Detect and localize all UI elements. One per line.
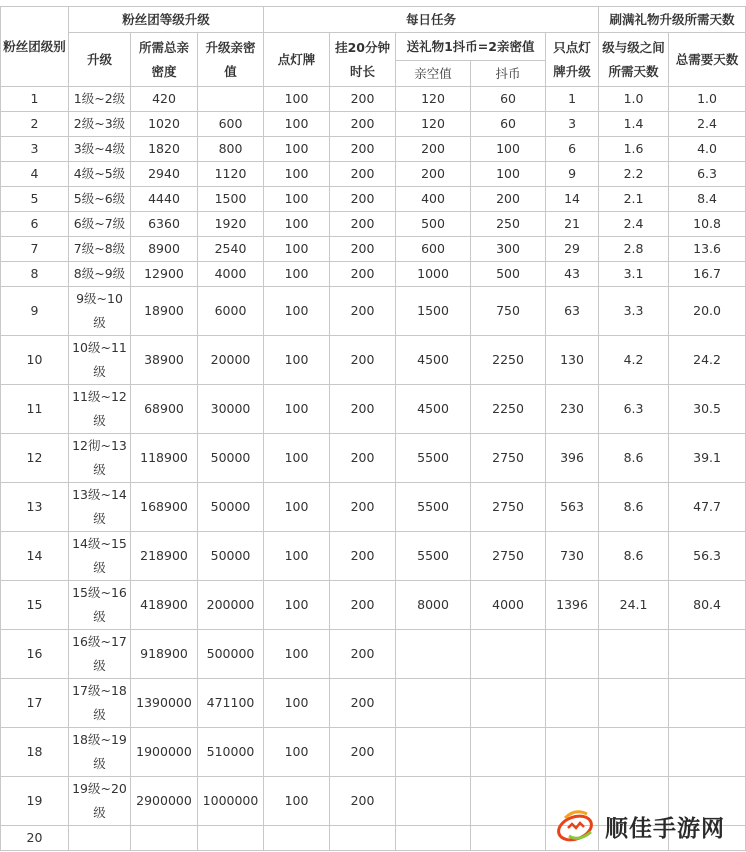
cell-total: 1390000 <box>131 679 198 728</box>
cell-gift-int: 200 <box>396 162 471 187</box>
cell-only: 1 <box>546 87 599 112</box>
cell-inc: 4000 <box>198 262 264 287</box>
cell-total-days: 20.0 <box>669 287 746 336</box>
cell-gift-coin: 2750 <box>471 483 546 532</box>
cell-level: 9 <box>1 287 69 336</box>
cell-watch: 200 <box>330 630 396 679</box>
header-between-days: 级与级之间所需天数 <box>599 33 669 87</box>
header-row-1 <box>1 7 746 33</box>
cell-level: 1 <box>1 87 69 112</box>
cell-upgrade: 13级~14级 <box>69 483 131 532</box>
cell-gift-int: 120 <box>396 112 471 137</box>
cell-gift-coin: 2750 <box>471 434 546 483</box>
cell-inc: 1120 <box>198 162 264 187</box>
cell-gift-coin: 250 <box>471 212 546 237</box>
header-watch-20: 挂20分钟时长 <box>330 33 396 87</box>
table-row <box>1 162 746 187</box>
cell-only: 43 <box>546 262 599 287</box>
cell-upgrade: 7级~8级 <box>69 237 131 262</box>
cell-upgrade: 10级~11级 <box>69 336 131 385</box>
cell-between: 1.0 <box>599 87 669 112</box>
cell-total: 218900 <box>131 532 198 581</box>
cell-light: 100 <box>264 336 330 385</box>
cell-inc: 471100 <box>198 679 264 728</box>
cell-upgrade: 12彻~13级 <box>69 434 131 483</box>
cell-total: 68900 <box>131 385 198 434</box>
cell-light: 100 <box>264 532 330 581</box>
table-row <box>1 212 746 237</box>
cell-only: 9 <box>546 162 599 187</box>
table-body <box>1 87 746 851</box>
cell-only: 230 <box>546 385 599 434</box>
cell-watch: 200 <box>330 287 396 336</box>
cell-level: 12 <box>1 434 69 483</box>
cell-inc: 510000 <box>198 728 264 777</box>
cell-total-days: 39.1 <box>669 434 746 483</box>
table-row <box>1 287 746 336</box>
cell-inc: 500000 <box>198 630 264 679</box>
cell-gift-coin: 750 <box>471 287 546 336</box>
cell-only: 1396 <box>546 581 599 630</box>
table-row <box>1 483 746 532</box>
cell-gift-int <box>396 679 471 728</box>
cell-between: 2.1 <box>599 187 669 212</box>
table-row <box>1 187 746 212</box>
cell-inc: 1500 <box>198 187 264 212</box>
cell-total-days: 8.4 <box>669 187 746 212</box>
cell-total: 918900 <box>131 630 198 679</box>
table-row <box>1 532 746 581</box>
cell-inc: 6000 <box>198 287 264 336</box>
cell-gift-coin: 100 <box>471 162 546 187</box>
cell-only <box>546 630 599 679</box>
cell-gift-coin: 500 <box>471 262 546 287</box>
table-row <box>1 630 746 679</box>
cell-total: 168900 <box>131 483 198 532</box>
cell-level: 11 <box>1 385 69 434</box>
cell-gift-int: 5500 <box>396 532 471 581</box>
cell-level: 8 <box>1 262 69 287</box>
cell-upgrade: 9级~10级 <box>69 287 131 336</box>
cell-total-days: 47.7 <box>669 483 746 532</box>
cell-level: 7 <box>1 237 69 262</box>
table-row <box>1 137 746 162</box>
cell-inc: 1920 <box>198 212 264 237</box>
cell-upgrade: 6级~7级 <box>69 212 131 237</box>
header-total-intimacy: 所需总亲密度 <box>131 33 198 87</box>
table-row <box>1 679 746 728</box>
cell-gift-int: 4500 <box>396 385 471 434</box>
cell-gift-int: 200 <box>396 137 471 162</box>
cell-gift-int <box>396 777 471 826</box>
table-row <box>1 262 746 287</box>
cell-watch: 200 <box>330 336 396 385</box>
table-row <box>1 728 746 777</box>
cell-between: 6.3 <box>599 385 669 434</box>
cell-inc: 200000 <box>198 581 264 630</box>
cell-watch: 200 <box>330 187 396 212</box>
cell-inc: 1000000 <box>198 777 264 826</box>
cell-watch: 200 <box>330 483 396 532</box>
cell-inc: 20000 <box>198 336 264 385</box>
cell-light: 100 <box>264 630 330 679</box>
cell-between <box>599 679 669 728</box>
header-gift-days: 刷满礼物升级所需天数 <box>599 7 746 33</box>
cell-gift-int: 1000 <box>396 262 471 287</box>
cell-level: 2 <box>1 112 69 137</box>
cell-only: 63 <box>546 287 599 336</box>
cell-gift-coin: 60 <box>471 112 546 137</box>
cell-between <box>599 728 669 777</box>
header-daily-tasks: 每日任务 <box>264 7 599 33</box>
cell-total-days: 10.8 <box>669 212 746 237</box>
cell-light <box>264 826 330 851</box>
cell-between: 1.4 <box>599 112 669 137</box>
table-row <box>1 87 746 112</box>
cell-light: 100 <box>264 87 330 112</box>
cell-level: 13 <box>1 483 69 532</box>
cell-inc <box>198 87 264 112</box>
header-only-light: 只点灯牌升级 <box>546 33 599 87</box>
cell-total: 1820 <box>131 137 198 162</box>
fan-level-table <box>0 6 746 851</box>
cell-gift-int <box>396 630 471 679</box>
shunjia-logo-icon <box>555 806 599 846</box>
cell-level: 10 <box>1 336 69 385</box>
cell-light: 100 <box>264 728 330 777</box>
cell-total: 6360 <box>131 212 198 237</box>
cell-between: 3.1 <box>599 262 669 287</box>
header-light-badge: 点灯牌 <box>264 33 330 87</box>
header-fan-level: 粉丝团级别 <box>1 7 69 87</box>
watermark-text: 顺佳手游网 <box>605 815 725 842</box>
cell-total: 118900 <box>131 434 198 483</box>
cell-watch: 200 <box>330 137 396 162</box>
cell-level: 14 <box>1 532 69 581</box>
header-row-2 <box>1 33 746 61</box>
cell-level: 16 <box>1 630 69 679</box>
cell-light: 100 <box>264 237 330 262</box>
cell-gift-coin: 100 <box>471 137 546 162</box>
cell-gift-int: 5500 <box>396 483 471 532</box>
cell-watch: 200 <box>330 87 396 112</box>
table-row <box>1 385 746 434</box>
cell-upgrade: 11级~12级 <box>69 385 131 434</box>
cell-inc: 800 <box>198 137 264 162</box>
cell-between: 3.3 <box>599 287 669 336</box>
cell-light: 100 <box>264 483 330 532</box>
cell-gift-coin: 4000 <box>471 581 546 630</box>
cell-total: 2900000 <box>131 777 198 826</box>
cell-watch: 200 <box>330 162 396 187</box>
cell-watch: 200 <box>330 385 396 434</box>
cell-total-days: 16.7 <box>669 262 746 287</box>
cell-total: 12900 <box>131 262 198 287</box>
cell-gift-coin: 2750 <box>471 532 546 581</box>
cell-only: 130 <box>546 336 599 385</box>
cell-watch <box>330 826 396 851</box>
cell-gift-int <box>396 826 471 851</box>
cell-total: 1020 <box>131 112 198 137</box>
cell-total-days: 6.3 <box>669 162 746 187</box>
cell-total-days: 30.5 <box>669 385 746 434</box>
cell-total-days: 56.3 <box>669 532 746 581</box>
cell-total: 38900 <box>131 336 198 385</box>
cell-gift-int: 400 <box>396 187 471 212</box>
cell-only: 6 <box>546 137 599 162</box>
cell-watch: 200 <box>330 777 396 826</box>
cell-only: 14 <box>546 187 599 212</box>
cell-only: 563 <box>546 483 599 532</box>
cell-upgrade: 14级~15级 <box>69 532 131 581</box>
cell-inc: 50000 <box>198 483 264 532</box>
cell-gift-int: 120 <box>396 87 471 112</box>
cell-light: 100 <box>264 385 330 434</box>
cell-total-days <box>669 728 746 777</box>
cell-total-days: 80.4 <box>669 581 746 630</box>
cell-upgrade: 15级~16级 <box>69 581 131 630</box>
table-row <box>1 581 746 630</box>
header-upgrade-intimacy: 升级亲密值 <box>198 33 264 87</box>
cell-upgrade: 5级~6级 <box>69 187 131 212</box>
cell-only: 730 <box>546 532 599 581</box>
cell-upgrade: 18级~19级 <box>69 728 131 777</box>
cell-only: 21 <box>546 212 599 237</box>
cell-total: 2940 <box>131 162 198 187</box>
cell-total-days: 4.0 <box>669 137 746 162</box>
cell-total-days: 1.0 <box>669 87 746 112</box>
cell-light: 100 <box>264 262 330 287</box>
cell-total-days: 24.2 <box>669 336 746 385</box>
cell-gift-coin <box>471 679 546 728</box>
cell-gift-coin <box>471 777 546 826</box>
cell-watch: 200 <box>330 581 396 630</box>
cell-light: 100 <box>264 187 330 212</box>
cell-light: 100 <box>264 679 330 728</box>
cell-between: 8.6 <box>599 434 669 483</box>
cell-gift-int: 500 <box>396 212 471 237</box>
cell-watch: 200 <box>330 679 396 728</box>
cell-level: 4 <box>1 162 69 187</box>
cell-gift-coin: 200 <box>471 187 546 212</box>
cell-gift-coin: 300 <box>471 237 546 262</box>
cell-light: 100 <box>264 112 330 137</box>
cell-total: 420 <box>131 87 198 112</box>
cell-gift-int: 5500 <box>396 434 471 483</box>
cell-light: 100 <box>264 777 330 826</box>
cell-total: 18900 <box>131 287 198 336</box>
cell-level: 3 <box>1 137 69 162</box>
cell-between: 8.6 <box>599 532 669 581</box>
cell-light: 100 <box>264 434 330 483</box>
cell-watch: 200 <box>330 212 396 237</box>
cell-watch: 200 <box>330 237 396 262</box>
cell-level: 5 <box>1 187 69 212</box>
cell-upgrade <box>69 826 131 851</box>
cell-gift-int: 4500 <box>396 336 471 385</box>
cell-upgrade: 17级~18级 <box>69 679 131 728</box>
cell-gift-int: 1500 <box>396 287 471 336</box>
cell-gift-coin <box>471 826 546 851</box>
cell-between: 4.2 <box>599 336 669 385</box>
header-intimacy-value: 亲空值 <box>396 61 471 87</box>
cell-level: 18 <box>1 728 69 777</box>
cell-total: 4440 <box>131 187 198 212</box>
cell-gift-int: 600 <box>396 237 471 262</box>
header-gift-rule: 送礼物1抖币=2亲密值 <box>396 33 546 61</box>
header-doubi: 抖币 <box>471 61 546 87</box>
table-row <box>1 434 746 483</box>
cell-level: 6 <box>1 212 69 237</box>
cell-upgrade: 19级~20级 <box>69 777 131 826</box>
cell-watch: 200 <box>330 262 396 287</box>
cell-watch: 200 <box>330 728 396 777</box>
cell-watch: 200 <box>330 112 396 137</box>
cell-only: 3 <box>546 112 599 137</box>
cell-upgrade: 8级~9级 <box>69 262 131 287</box>
cell-gift-coin <box>471 728 546 777</box>
cell-gift-coin: 60 <box>471 87 546 112</box>
cell-light: 100 <box>264 212 330 237</box>
cell-level: 20 <box>1 826 69 851</box>
cell-between: 1.6 <box>599 137 669 162</box>
cell-upgrade: 2级~3级 <box>69 112 131 137</box>
cell-only: 29 <box>546 237 599 262</box>
cell-inc <box>198 826 264 851</box>
header-total-days: 总需要天数 <box>669 33 746 87</box>
cell-light: 100 <box>264 287 330 336</box>
cell-upgrade: 4级~5级 <box>69 162 131 187</box>
cell-total-days <box>669 679 746 728</box>
cell-inc: 30000 <box>198 385 264 434</box>
header-group-upgrade: 粉丝团等级升级 <box>69 7 264 33</box>
cell-between: 8.6 <box>599 483 669 532</box>
cell-watch: 200 <box>330 532 396 581</box>
cell-inc: 2540 <box>198 237 264 262</box>
header-upgrade: 升级 <box>69 33 131 87</box>
cell-upgrade: 3级~4级 <box>69 137 131 162</box>
cell-total: 8900 <box>131 237 198 262</box>
cell-between <box>599 630 669 679</box>
cell-total <box>131 826 198 851</box>
cell-inc: 50000 <box>198 434 264 483</box>
cell-between: 2.4 <box>599 212 669 237</box>
cell-gift-coin: 2250 <box>471 336 546 385</box>
cell-light: 100 <box>264 581 330 630</box>
cell-watch: 200 <box>330 434 396 483</box>
table-row <box>1 336 746 385</box>
cell-gift-coin <box>471 630 546 679</box>
cell-level: 19 <box>1 777 69 826</box>
cell-total-days: 13.6 <box>669 237 746 262</box>
cell-only <box>546 728 599 777</box>
cell-total: 1900000 <box>131 728 198 777</box>
cell-gift-int: 8000 <box>396 581 471 630</box>
table-row <box>1 112 746 137</box>
table-row <box>1 237 746 262</box>
cell-between: 2.8 <box>599 237 669 262</box>
cell-total: 418900 <box>131 581 198 630</box>
cell-only <box>546 679 599 728</box>
cell-upgrade: 16级~17级 <box>69 630 131 679</box>
cell-only: 396 <box>546 434 599 483</box>
cell-inc: 600 <box>198 112 264 137</box>
cell-between: 2.2 <box>599 162 669 187</box>
cell-total-days: 2.4 <box>669 112 746 137</box>
cell-level: 17 <box>1 679 69 728</box>
cell-gift-int <box>396 728 471 777</box>
cell-gift-coin: 2250 <box>471 385 546 434</box>
cell-total-days <box>669 630 746 679</box>
cell-light: 100 <box>264 162 330 187</box>
cell-between: 24.1 <box>599 581 669 630</box>
cell-light: 100 <box>264 137 330 162</box>
cell-inc: 50000 <box>198 532 264 581</box>
cell-upgrade: 1级~2级 <box>69 87 131 112</box>
cell-level: 15 <box>1 581 69 630</box>
watermark <box>555 806 740 846</box>
